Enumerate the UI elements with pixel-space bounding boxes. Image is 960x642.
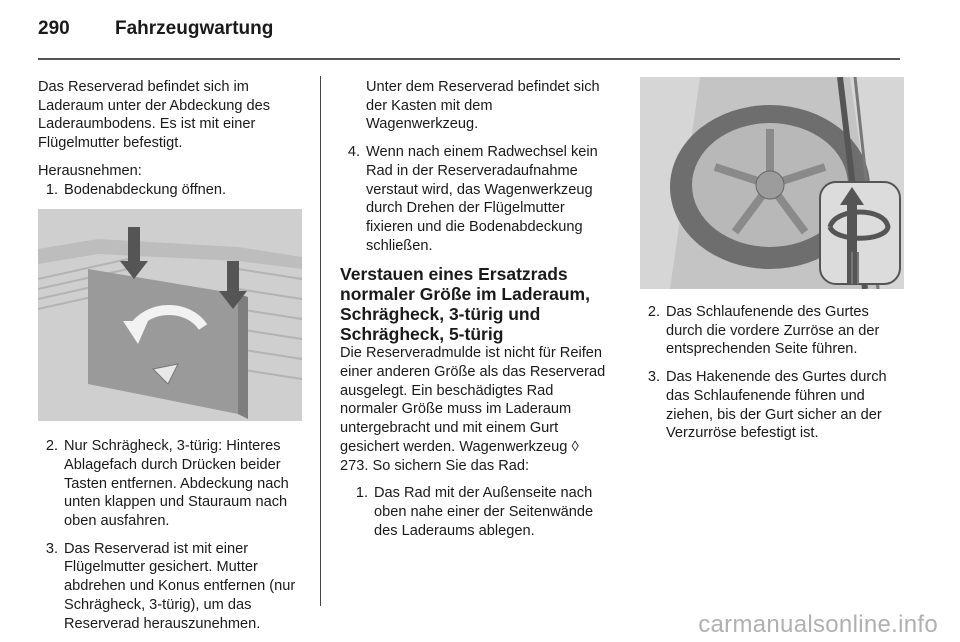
- removal-steps-end: [340, 143, 606, 255]
- chapter-title: Fahrzeugwartung: [115, 18, 274, 39]
- page-ref-icon: ◊: [571, 438, 579, 455]
- list-item: 4. Wenn nach einem Radwechsel kein Rad in der Reserveradaufnahme verstaut wird, das Wagenwerkzeug durch Drehen der Flügelmutter fixieren und die Bodenabdeckung schließen.: [347, 144, 598, 254]
- step3-continuation: Unter dem Reserverad befindet sich der Kasten mit dem Wagenwerkzeug.: [366, 79, 600, 133]
- header-rule: [38, 58, 900, 60]
- wheel-strap-drawing: [640, 77, 904, 289]
- removal-steps: [38, 181, 306, 200]
- intro-paragraph: Das Reserverad befindet sich im Laderaum unter der Abdeckung des Laderaumbodens. Es ist mit einer Flügelmutter befestigt.: [38, 79, 271, 152]
- list-item: 2. Das Schlaufenende des Gurtes durch die vordere Zurröse an der entsprechenden Seite führen.: [647, 304, 880, 358]
- column-divider: [320, 76, 321, 606]
- floor-cover-drawing: [38, 209, 302, 421]
- removal-steps-continued: [38, 437, 306, 633]
- spare-wheel-strap-illustration: [640, 77, 904, 289]
- stowing-steps-continued: [640, 303, 905, 443]
- page-ref-link[interactable]: 273: [340, 457, 365, 474]
- list-item: 1. Das Rad mit der Außenseite nach oben nahe einer der Seitenwände des Laderaums ablegen.: [355, 485, 594, 539]
- section-paragraph: Die Reserveradmulde ist nicht für Reifen einer anderen Größe als das Reserverad ausgelegt. Ein beschädigtes Rad normaler Größe muss im Laderaum untergebracht und mit einem Gurt gesichert werden. Wagenwerkzeug ◊ 273. So sichern Sie das Rad:: [340, 345, 606, 474]
- column-3: [640, 77, 905, 452]
- list-item: 3. Das Reserverad ist mit einer Flügelmutter gesichert. Mutter abdrehen und Konus entfernen (nur Schrägheck, 3-türig), um das Reserverad herauszunehmen.: [45, 540, 296, 632]
- removal-label: Herausnehmen:: [38, 162, 142, 179]
- column-1: [38, 78, 306, 642]
- floor-cover-illustration: [38, 209, 302, 421]
- page-number: 290: [38, 18, 70, 39]
- list-item: 3. Das Hakenende des Gurtes durch das Schlaufenende führen und ziehen, bis der Gurt sicher an der Verzurröse befestigt ist.: [647, 369, 887, 442]
- section-heading: Verstauen eines Ersatzrads normaler Größe im Laderaum, Schrägheck, 3-türig und Schrägheck, 5-türig: [340, 264, 590, 345]
- stowing-steps: [348, 484, 606, 540]
- watermark: carmanualsonline.info: [698, 611, 938, 638]
- list-item: 1. Bodenabdeckung öffnen.: [45, 181, 227, 198]
- column-2: [340, 78, 606, 549]
- list-item: 2. Nur Schrägheck, 3-türig: Hinteres Ablagefach durch Drücken beider Tasten entfernen. Abdeckung nach unten klappen und Stauraum nach oben ausfahren.: [45, 438, 289, 530]
